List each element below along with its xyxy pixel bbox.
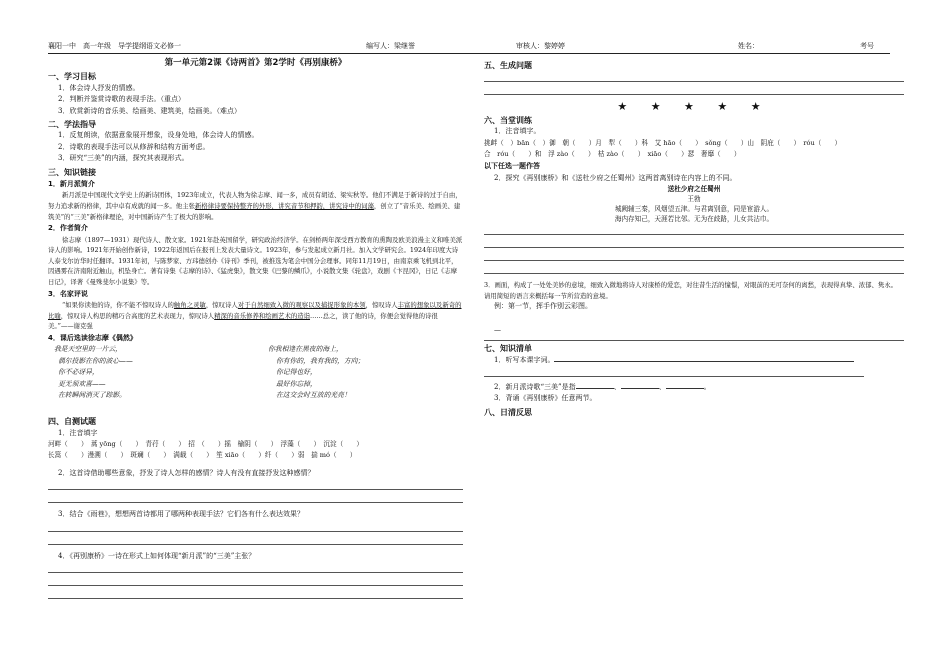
name-label: 姓名：: [738, 42, 759, 50]
question: 1．注音填字: [58, 428, 98, 437]
answer-line[interactable]: [484, 336, 904, 341]
answer-line[interactable]: [48, 588, 463, 599]
poem-line: 最好你忘掉，: [276, 379, 317, 388]
answer-line[interactable]: [484, 250, 904, 261]
list-item: 1．反复朗读，依据意象展开想象，设身处地，体会诗人的情感。: [58, 131, 259, 140]
subheading: 3．名家评说: [48, 289, 88, 298]
pinyin-row: 挑衅（ ）bān（ ）御 朝（ ）月 犁（ ）科 艾 hāo（ ） sǒng（ ）山 阴庇（ ） róu（ ）: [484, 138, 842, 147]
poem-line: 城阙辅三秦，风烟望五津。与君离别意，同是宦游人。: [614, 205, 774, 214]
answer-line[interactable]: [48, 562, 463, 573]
question: 4．《再别康桥》一诗在形式上如何体现“新月派”的“三美”主张？: [58, 551, 256, 560]
number-label: 考号: [860, 42, 874, 50]
poem-line: 海内存知己，天涯若比邻。无为在歧路，儿女共沾巾。: [614, 215, 774, 224]
poem-line: 你记得也好，: [276, 368, 317, 377]
list-item: 3．背诵《再别康桥》任意两节。: [494, 394, 597, 403]
answer-line[interactable]: [48, 479, 463, 490]
poem-line: 你有你的，我有我的，方向；: [276, 356, 365, 365]
list-item: 2．诗歌的表现手法可以从修辞和结构方面考虑。: [58, 142, 210, 151]
question: 2．探究《再别康桥》和《送杜少府之任蜀州》这两首离别诗在内容上的不同。: [494, 173, 737, 182]
answer-line[interactable]: [48, 521, 463, 532]
poem-line: 更无须欢喜——: [58, 379, 106, 388]
list-item: 2．判断并鉴赏诗歌的表现手法。（重点）: [58, 95, 185, 104]
answer-line[interactable]: [484, 224, 904, 235]
fill-blank[interactable]: [621, 388, 659, 389]
question: 1．注音填字。: [494, 127, 541, 136]
section-heading: 八、日清反思: [484, 407, 532, 417]
poem-line: 你不必讶异，: [58, 368, 99, 377]
answer-line[interactable]: [484, 366, 864, 377]
subheading: 2．作者简介: [48, 224, 88, 233]
poem-line: 偶尔投影在你的波心——: [58, 356, 133, 365]
poem-line: 在转瞬间消灭了踪影。: [58, 391, 126, 400]
right-column: [484, 58, 904, 418]
reviewer-label: 审核人：黎婷婷: [516, 42, 565, 50]
fill-blank[interactable]: [554, 361, 854, 362]
poem-line: 我是天空里的一片云，: [54, 345, 122, 354]
section-heading: 七、知识清单: [484, 344, 532, 354]
section-heading: 一、学习目标: [48, 72, 96, 82]
question: 3．画面，构成了一处处美妙的意境，细致入微地将诗人对康桥的爱恋，对往昔生活的憧憬，对眼前的无可奈何的离愁，表现得真挚、浓郁、隽永。 请用简短的语言来概括每一节所营造的意境。: [484, 281, 901, 300]
page-header: [48, 41, 890, 54]
poem-title: 送杜少府之任蜀州: [667, 185, 721, 194]
question: 3．结合《雨巷》，想想两首诗都用了哪两种表现手法？它们各有什么表达效果？: [58, 510, 304, 519]
left-column: [48, 58, 463, 601]
example-text: 例：第一节，挥手作别云彩图。: [494, 302, 592, 311]
subheading: 1．新月派简介: [48, 180, 95, 189]
fill-blank[interactable]: [666, 388, 704, 389]
pinyin-row: 河畔（ ） 蒿 yōng（ ） 青荇（ ） 招 （ ）摇 榆阴（ ） 浮藻（ ） 沉淀（ ）: [48, 440, 363, 449]
question: 2．这首诗借助哪些意象，抒发了诗人怎样的感情？诗人有没有直接抒发这种感情？: [58, 468, 315, 477]
answer-line[interactable]: [484, 84, 904, 95]
list-item: 2．新月派诗歌“三美”是指 、 、 。: [494, 383, 711, 392]
dash-mark: —: [494, 325, 501, 334]
page-title: 第一单元第2课《诗两首》第2学时《再别康桥》: [164, 58, 347, 68]
section-heading: 四、自测试题: [48, 417, 96, 427]
poem-line: 在这交会时互放的光亮！: [276, 391, 351, 400]
list-item: 3．研究“三美”的内涵，探究其表现形式。: [58, 154, 189, 163]
paragraph: 新月派是中国现代文学史上的新诗团体，1923年成立，代表人物为徐志摩、闻一多，成员有胡适、梁实秋等。他们不满足于新诗的过于自由，努力追求新的格律，其中卓有成就的闻一多。他主张新格律诗要保持整齐的外形，讲究音节和押韵，讲究诗中的词藻，创立了“音乐美、绘画美、建筑美”的“三美”新格律理论，对中国新诗产生了极大的影响。: [48, 191, 462, 221]
section-heading: 二、学法指导: [48, 120, 96, 130]
answer-line[interactable]: [48, 534, 463, 545]
list-item: 3．欣赏新诗的音乐美、绘画美、建筑美，绘画美。（难点）: [58, 106, 241, 115]
poem-ouran: [48, 344, 463, 414]
pinyin-row: 合 róu（ ）和 浮 zào（ ） 枯 zào（ ） xiāo（ ）瑟 奢靡（ ）: [484, 150, 741, 159]
answer-line[interactable]: [484, 71, 904, 82]
paragraph: 徐志摩（1897—1931）现代诗人、散文家。1921年赴英国留学，研究政治经济学。在剑桥两年深受西方教育的熏陶及欧美浪漫主义和唯美派诗人的影响。1921年开始创作新诗，1922年返国后在报刊上发表大量诗文。1923年，参与发起成立新月社。加入文学研究会。1924年印度大诗人泰戈尔访华时任翻译。1931年初，与陈梦家、方玮德创办《诗刊》季刊，被推选为笔会中国分会理事。同年11月19日，由南京乘飞机到北平，因遇雾在济南附近触山，机坠身亡。著有诗集《志摩的诗》、《猛虎集》，散文集《巴黎的鳞爪》，小说散文集《轮盘》，戏剧《卞昆冈》，日记《志摩日记》，译著《曼殊斐尔小说集》等。: [48, 235, 463, 287]
quote-paragraph: “如果你读他的诗，你不能不惊叹诗人的触角之灵敏，惊叹诗人对于自然细致入微的观察以及捕捉形象的本领，惊叹诗人丰富的想象以及新奇的比喻，惊叹诗人构思的精巧合高度的艺术表现力，惊叹诗人精深的音乐修养和绘画艺术的造诣……总之，读了他的诗，你便会觉得他的诗很美。”——谢克强: [48, 301, 462, 331]
answer-line[interactable]: [48, 575, 463, 586]
fill-blank[interactable]: [576, 388, 614, 389]
section-heading: 五、生成问题: [484, 61, 532, 70]
writer-label: 编写人：梁继誉: [366, 42, 415, 50]
answer-line[interactable]: [48, 492, 463, 503]
section-heading: 三、知识链接: [48, 167, 96, 177]
poem-line: 你我相逢在黑夜的海上，: [268, 345, 343, 354]
subheading: 4．课后选读徐志摩《偶然》: [48, 333, 137, 342]
poem-author: 王勃: [687, 195, 701, 204]
subheading: 以下任选一题作答: [484, 162, 540, 171]
pinyin-row: 长篙（ ）漫溯（ ） 斑斓（ ） 满载（ ） 笙 xiāo（ ）纤（ ）弱 揣 mó（ ）: [48, 451, 357, 460]
school-label: 襄阳一中 高一年级 导学提纲语文必修一: [48, 42, 181, 50]
stars-divider: ★ ★ ★ ★ ★: [617, 100, 771, 114]
list-item: 1．听写本课字词。: [484, 355, 904, 366]
list-item: 1．体会诗人抒发的情感。: [58, 83, 140, 92]
answer-line[interactable]: [484, 237, 904, 248]
answer-line[interactable]: [484, 263, 904, 274]
section-heading: 六、当堂训练: [484, 115, 532, 125]
